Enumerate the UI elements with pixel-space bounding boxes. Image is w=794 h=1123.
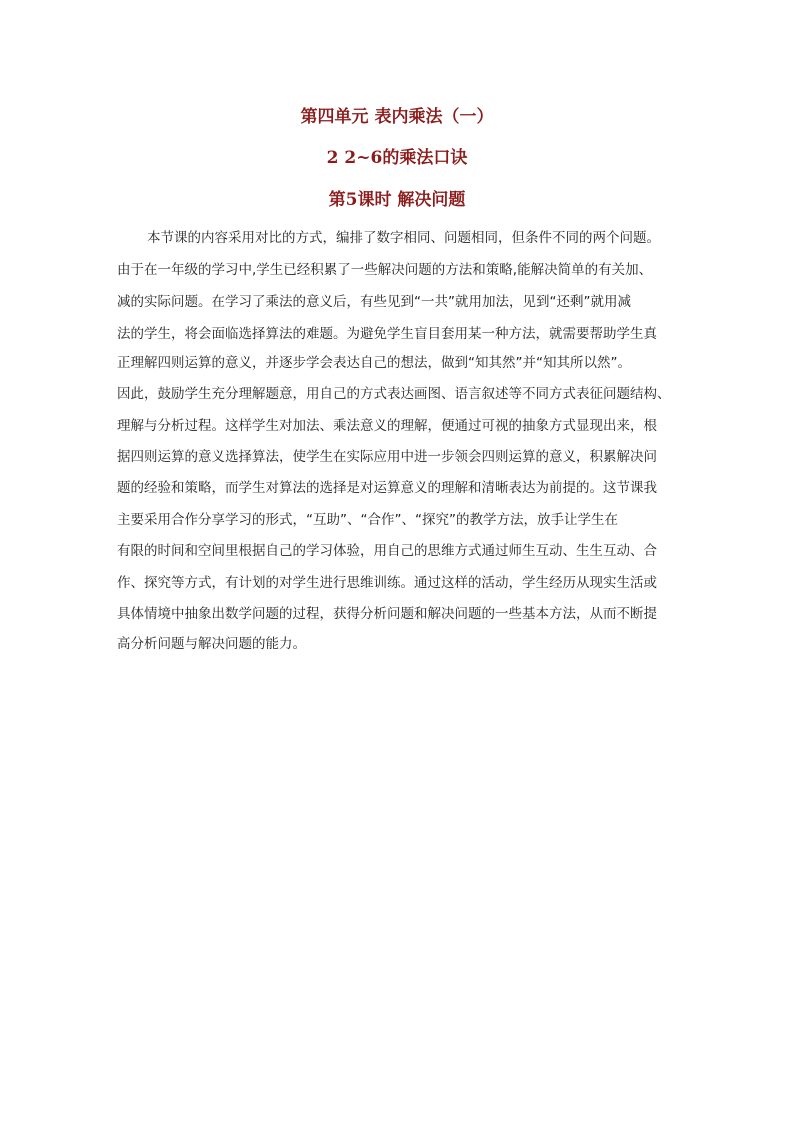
paragraph-line: 由于在一年级的学习中,学生已经积累了一些解决问题的方法和策略,能解决简单的有关加、	[117, 262, 653, 278]
lesson-title: 第5课时 解决问题	[328, 190, 466, 210]
paragraph-line: 题的经验和策略，而学生对算法的选择是对运算意义的理解和清晰表达为前提的。这节课我	[117, 480, 657, 496]
paragraph-line: 本节课的内容采用对比的方式，编排了数字相同、问题相同，但条件不同的两个问题。	[147, 230, 660, 246]
section-title: 2 2~6的乘法口诀	[326, 148, 468, 168]
paragraph-line: 作、探究等方式，有计划的对学生进行思维训练。通过这样的活动，学生经历从现实生活或	[117, 575, 657, 591]
unit-title: 第四单元 表内乘法（一）	[300, 107, 494, 127]
paragraph-line: 据四则运算的意义选择算法，使学生在实际应用中进一步领会四则运算的意义，积累解决问	[117, 449, 657, 465]
paragraph-line: 理解与分析过程。这样学生对加法、乘法意义的理解，便通过可视的抽象方式显现出来，根	[117, 418, 657, 434]
paragraph-line: 因此，鼓励学生充分理解题意，用自己的方式表达画图、语言叙述等不同方式表征问题结构、	[117, 386, 671, 402]
paragraph-line: 减的实际问题。在学习了乘法的意义后，有些见到“一共”就用加法，见到“还剩”就用减	[117, 294, 631, 310]
paragraph-line: 具体情境中抽象出数学问题的过程，获得分析问题和解决问题的一些基本方法，从而不断提	[117, 606, 657, 622]
paragraph-line: 主要采用合作分享学习的形式，“互助”、“合作”、“探究”的教学方法，放手让学生在	[117, 512, 618, 528]
paragraph-line: 有限的时间和空间里根据自己的学习体验，用自己的思维方式通过师生互动、生生互动、合	[117, 543, 657, 559]
paragraph-line: 正理解四则运算的意义，并逐步学会表达自己的想法，做到“知其然”并“知其所以然”。	[117, 355, 631, 371]
paragraph-line: 法的学生，将会面临选择算法的难题。为避免学生盲目套用某一种方法，就需要帮助学生真	[117, 326, 657, 342]
paragraph-line: 高分析问题与解决问题的能力。	[117, 636, 306, 652]
